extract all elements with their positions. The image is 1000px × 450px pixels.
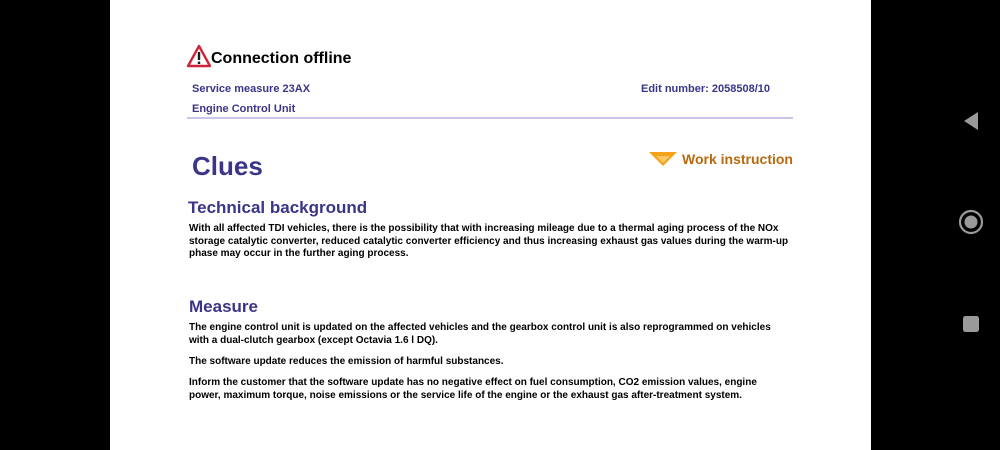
- connection-status-text: Connection offline: [211, 50, 352, 67]
- measure-paragraph-3: Inform the customer that the software update has no negative effect on fuel consumption, CO2 emission values, engine power, maximum torque, noise emissions or the service life of the engine or the exhaust gas after-treatment system.: [189, 377, 757, 401]
- chevron-down-icon: [648, 150, 678, 168]
- service-measure-label: Service measure 23AX: [192, 83, 311, 95]
- control-unit-label: Engine Control Unit: [192, 103, 296, 115]
- system-navigation-bar: [940, 0, 1000, 450]
- recents-button[interactable]: [958, 313, 984, 339]
- work-instruction-label: Work instruction: [682, 151, 793, 167]
- section-heading-technical-background: Technical background: [188, 198, 368, 217]
- connection-status: [186, 44, 351, 68]
- back-triangle-icon: [961, 110, 981, 137]
- warning-triangle-icon: [186, 44, 212, 68]
- home-button[interactable]: [958, 211, 984, 237]
- document-page: [110, 0, 871, 450]
- section-heading-measure: Measure: [189, 297, 258, 316]
- work-instruction-link[interactable]: [648, 150, 793, 168]
- recents-square-icon: [961, 314, 981, 339]
- measure-paragraph-1: The engine control unit is updated on the affected vehicles and the gearbox control unit is also reprogrammed on vehicles with a dual-clutch gearbox (except Octavia 1.6 l DQ).: [189, 322, 771, 346]
- home-circle-icon: [958, 209, 984, 240]
- back-button[interactable]: [958, 110, 984, 136]
- measure-paragraph-2: The software update reduces the emission of harmful substances.: [189, 356, 504, 367]
- technical-background-paragraph: With all affected TDI vehicles, there is the possibility that with increasing mileage due to a thermal aging process of the NOx storage catalytic converter, reduced catalytic converter efficiency and thus increasing exhaust gas values during the warm-up phase may occur in the further aging process.: [189, 223, 789, 259]
- edit-number-label: Edit number: 2058508/10: [641, 83, 771, 95]
- header-divider: [187, 117, 793, 119]
- page-title: Clues: [192, 151, 263, 181]
